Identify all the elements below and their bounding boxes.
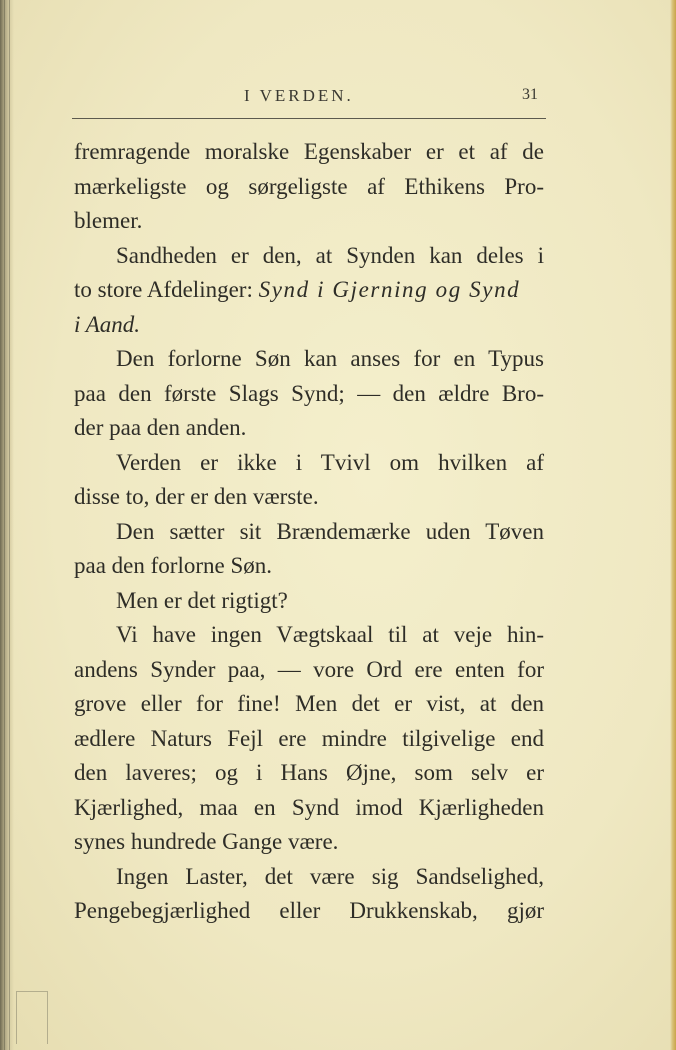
page-edge (670, 0, 676, 1050)
running-title: I VERDEN. (244, 86, 354, 105)
text-line: Ingen Laster, det være sig Sandselighed, (116, 864, 544, 889)
text-line: Den forlorne Søn kan anses for en Typus (116, 346, 544, 371)
text-line: Pengebegjærlighed eller Drukkenskab, gjør (74, 898, 544, 923)
header-rule (72, 118, 546, 119)
text-line: blemer. (74, 208, 143, 233)
binding-mark (16, 991, 48, 1044)
text-line: Den sætter sit Brændemærke uden Tøven (116, 519, 544, 544)
text-line: paa den forlorne Søn. (74, 553, 272, 578)
text-span: to store Afdelinger: (74, 277, 259, 302)
emphasis-text: Synd i Gjerning og Synd (258, 277, 521, 302)
text-line: synes hundrede Gange være. (74, 829, 339, 854)
text-line: Kjærlighed, maa en Synd imod Kjærligheden (74, 795, 544, 820)
text-line: andens Synder paa, — vore Ord ere enten for (74, 657, 544, 682)
text-line: mærkeligste og sørgeligste af Ethikens Pro- (74, 174, 544, 199)
text-line: den laveres; og i Hans Øjne, som selv er (74, 760, 544, 785)
text-line: grove eller for fine! Men det er vist, at den (74, 691, 544, 716)
text-line: der paa den anden. (74, 415, 247, 440)
page-number: 31 (522, 86, 538, 103)
text-line: fremragende moralske Egenskaber er et af de (74, 139, 544, 164)
text-line (74, 275, 544, 305)
binding-line (9, 0, 10, 1050)
text-line: ædlere Naturs Fejl ere mindre tilgivelige end (74, 726, 544, 751)
text-line: Vi have ingen Vægtskaal til at veje hin- (116, 622, 544, 647)
text-line: Verden er ikke i Tvivl om hvilken af (116, 450, 544, 475)
emphasis-text: i Aand. (74, 312, 141, 337)
text-line: Sandheden er den, at Synden kan deles i (116, 243, 544, 268)
text-line: disse to, der er den værste. (74, 484, 319, 509)
text-line: Men er det rigtigt? (116, 588, 288, 613)
binding-line (4, 0, 5, 1050)
binding-edge (0, 0, 14, 1050)
text-line: paa den første Slags Synd; — den ældre Bro- (74, 381, 544, 406)
running-head (0, 86, 676, 110)
